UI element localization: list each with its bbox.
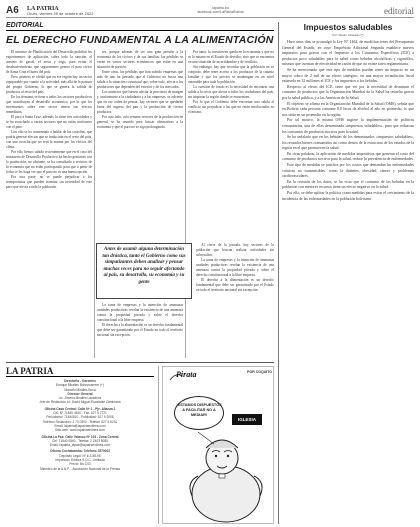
paragraph: res, porque además de ser una gran presión a la economía de los cívicos y de sus familias, las pérdidas se verán en varios sectores económicos que están en una situación de presión. (97, 50, 183, 69)
masthead-email[interactable]: Email: lapatria_lapaz@lapatriaenlinea.com (49, 443, 111, 448)
masthead-line: Jefe de Redacción a.i: David Miguel Escalante Zambrana (39, 400, 121, 405)
paragraph: Se ha señalado que en los bebidas de los denominados «impuestos saludables», los recaudos bienes consumidos así como dentro de la estructura de los estados de la región en el que promueven la salud. (282, 135, 414, 151)
masthead-line: Directorio - Gerentes (64, 379, 96, 383)
speech-bubble: ¡ESTAMOS DISPUESTOS A FACILITAR NO A MEDIAR! (174, 396, 224, 430)
column-byline: Por: Mauro Alvarado (*) (332, 33, 364, 37)
section-name: editorial (384, 5, 414, 16)
masthead-line: Lic. Jimena Miralles Lavadenz (58, 396, 102, 401)
paragraph: Los anuncios que fuesen afectar la provincia de margen y conformarse a la ciudadanía y a las empresas, se advierte que en ese orden de pensar, hay sectores que se quedarán fuera del ingreso del pan y la producción de ciertos productos. (97, 90, 183, 114)
masthead-website[interactable]: Sitio web: www.lapatriaenlinea.com (55, 428, 105, 433)
paragraph: En la revisión de los datos, se ha visto que el consumo de las bebidas en la población con menores recursos tiene un efecto negativo en la salud. (282, 179, 414, 190)
paragraph: En los términos se tiene a todos los sectores productivos que contribuyen al desarrollo económico, por lo que los incrementos sobre este sector tienen sus efectos inmediatos. (6, 95, 92, 114)
date-line: Oruro, viernes 28 de octubre de 2022 (27, 10, 94, 16)
column-divider (185, 50, 186, 358)
masthead-line: Director General (67, 391, 93, 396)
paragraph: Sin embargo, hay que recordar que la población en su conjunto, debe tener acceso a los productos de la canasta familiar y que los precios se mantengan en un nivel razonable para toda la población. (188, 65, 274, 84)
masthead-email[interactable]: Email: lapatria@lapatriaenlinea.com (54, 423, 106, 428)
masthead-line: Cel: 71640 0560 - Telefax: 2 2403 5085 (52, 438, 108, 443)
web-links (97, 7, 344, 15)
masthead-line: Teléfono Redacción: 2 73 0300 - Telefax: 527 5 6231 (42, 419, 118, 424)
paragraph: En otras palabras, la aplicación de medidas impositivas que generan el costo del consumo de productos nocivos para la salud, reduce la prevalencia de enfermedades. (282, 151, 414, 162)
cartoon-tag: IGLESIA (232, 414, 262, 425)
paragraph: El derecho a la alimentación es un derecho fundamental que debe ser garantizado por el Estado en todo el territorio nacional sin excepción. (196, 278, 274, 292)
paragraph: La toma de empresas y la intención de amenazar unidades productivas revelan la existencia de una amenaza contra la propiedad privada y sobre el derecho constitucional a la libre empresa. (196, 258, 274, 277)
paragraph: Por otra parte, no se puede perjudicar a los transportistas que pueden transitar sin necesidad de este paro que afecta a toda la población. (6, 175, 92, 189)
masthead-line: Cel: Nº 71845 4540 - Fax: 527 5 2721 (53, 411, 107, 416)
paragraph: Con ello se ha comenzado a hablar de las cosechas, que podría generar efectos que se traducirán en el resto del país, con una cosecha que no será la misma por los efectos del clima. (6, 130, 92, 149)
cartoon-credit: POR COQUITO (247, 370, 272, 374)
paragraph: Por tal motivo, la misma OMS sugiere la implementación de políticas comunitarias, una de ellas denominada «impuestos saludables», para que reduzcan los consumos de productos nocivos para la salud. (282, 118, 414, 134)
column-title: Impuestos saludables (303, 22, 393, 32)
column-body (282, 40, 414, 524)
page-number: A6 (6, 5, 19, 16)
masthead-title: LA PATRIA (6, 366, 154, 377)
pull-quote: Antes de asumir alguna determinación tan drástica, tanto el Gobierno como sus simpatizantes deben analizar y pensar muchas veces para no seguir afectando al país, su desarrollo, su economía y su gente (96, 243, 192, 299)
paragraph: El paro a Santa Cruz, además, lo tiene tres actividades y se ha escuchado a varios sectores que no están conformes con el paro. (6, 115, 92, 129)
masthead-line: Oficina Cochabamba: Telefono 7870002 (50, 449, 110, 454)
paragraph: Respecto al efecto del ICE, tiene que ver por la necesidad de disminuir el consumo de productos que la Organización Mundial de la Salud ha resuelto gravar por la salud pública, y a las Américas de la Salud. (282, 84, 414, 100)
masthead-line: Miembro de la A.N.P. - Asociación Nacional de la Prensa (40, 466, 120, 471)
editorial-cartoon (162, 366, 274, 524)
masthead-line: Oficina La Paz: Calle Velasco Nº 103 - Zona Central (41, 434, 119, 439)
editorial-column-3 (188, 50, 274, 238)
cartoon-illustration (162, 366, 274, 524)
masthead-line: Impresión: Editora S.O.C. Limitada (55, 458, 105, 463)
paragraph: La toma de empresas y la intención de amenazar unidades productivas revelan la existencia de una amenaza contra la propiedad privada y sobre el derecho constitucional a la libre empresa. (97, 303, 183, 322)
paragraph: Pero, primero se olvidó que en ese región hay un sector equiparable por cuanto a la actividad, más allá de la postura del propio Gobierno, lo que se genera la subida de productos al resto del país. (6, 75, 92, 94)
paragraph: Se ha mencionado que este tipo de medidas pueden tener un impacto en un mayor cobro de 2 mil de un efecto sinérgico, en una mayor recaudación fiscal estimada en 32 millones el ICE y los impuestos a los bebidas. (282, 67, 414, 84)
section-divider (278, 22, 279, 524)
paragraph: Por lo que el Gobierno debe encontrar una salida al conflicto sin perjudicar a los que no están involucrados en el mismo. (188, 100, 274, 114)
editorial-column-1 (6, 50, 92, 358)
editorial-column-2b (97, 303, 183, 358)
page-header (6, 4, 414, 18)
masthead-line: Oficina Casa Central: Calle Nº 1 - Pje. Alianza 1 (44, 406, 116, 411)
paragraph: Hace unos días se promulgó la Ley N° 1462, de modificaciones del Presupuesto General del Estado, en cuyo Empréstito Adicional Segunda establece nuevos impuestos para gravar con el Impuesto a los Consumos Específicos (ICE) a productos poco saludables para la salud como bebidas alcohólicas y cigarrillos, mismos que cuentan de efectividad en razón de que no existe tarea reglamentaria. (282, 40, 414, 67)
editorial-column-2 (97, 50, 183, 238)
column-divider (94, 50, 95, 358)
paragraph: Entre otras, las pérdidas que han sufrido empresas que más de uno ha pensado que el Gobierno no busca una salida a la situación coyuntural que, sobre todo, afecta a los productores que dependen del exterior y de los mercados. (97, 70, 183, 89)
facebook-link[interactable]: facebook.com/LaPatriaBolivia (197, 9, 244, 14)
paragraph: Por otro lado, esta semana sectores de la producción en general, se ha reunido para buscar alternativas a la economía y que el paro no se siga prolongando. (97, 115, 183, 129)
paragraph: El derecho a la alimentación es un derecho fundamental que debe ser garantizado por el Estado en todo el territorio nacional sin excepción. (97, 323, 183, 337)
editorial-title: EL DERECHO FUNDAMENTAL A LA ALIMENTACIÓN (6, 34, 274, 46)
masthead-line: Enrique Miralles Bonnecarrere (+) (56, 383, 104, 388)
paragraph: El ministro de Planificación del Desarrollo prohibió los experimentos de aplicación, sobre todo la sanción, el asesino de gasoil, el arroz y trigo, para evitar el desabastecimiento que seguramente genera el paro cívico de Santa Cruz el lunes del país. (6, 50, 92, 74)
paragraph: Por ello, se debe aplicar la política como medidas para evitar el crecimiento de la incidencia de las enfermedades en la población boliviana. (282, 191, 414, 201)
cartoon-brand: Pirata (176, 370, 197, 379)
section-divider-horizontal (6, 362, 274, 363)
paper-name: LA PATRIA (27, 5, 59, 12)
paragraph: El objetivo se afirma en la Organización Mundial de la Salud (OMS), señala que en Bolivia cada persona consume 8,8 litros de alcohol al año en promedio, lo que nos sitúa en un promedio en la región. (282, 101, 414, 117)
newspaper-logo (27, 6, 97, 16)
editorial-column-3b (196, 243, 274, 358)
masthead (6, 366, 154, 524)
website-link[interactable]: lapatria.bo (212, 5, 229, 10)
paragraph: Este tipo de medidas se justifica por los costos que demandan las enfermedades crónicas no transmisibles, como la diabetes, obesidad, cáncer y problemas cardiovasculares. (282, 163, 414, 179)
paragraph: Por ello, hemos sabido recientemente que en el caso del ministerio de Desarrollo Productivo ha hecho gestiones con la producción, no obstante, se ha consultado a sectores de la economía que no están participando para que a partir de fecha se les haga ver que el paro no es una buena opción. (6, 150, 92, 174)
masthead-line: Depósito Legal: Nº 6-3-58-95 (59, 453, 101, 458)
column-divider (158, 366, 159, 524)
masthead-line: Precio: Bs 3,00 (69, 462, 91, 467)
masthead-line: Marcelo Miralles Bova (64, 387, 96, 392)
paragraph: La cuestión de fondo es la necesidad de encontrar una salida a la crisis que afecta a todos los ciudadanos del país, sin importar la región donde se encuentren. (188, 85, 274, 99)
editorial-label: EDITORIAL (6, 22, 274, 31)
masthead-line: Periodismo: 71840510 - Publicidad: 527 5 3008 (46, 415, 114, 420)
paragraph: Al cierre de la jornada, hay sectores de la población que buscan realizar actividades sin sobresaltos. (196, 243, 274, 257)
paragraph: Por tanto, la cuestión no queda en la economía y que no es lo mismo en el Estado de derecho, sino que se encuentra en una situación de incertidumbre y de conflicto. (188, 50, 274, 64)
